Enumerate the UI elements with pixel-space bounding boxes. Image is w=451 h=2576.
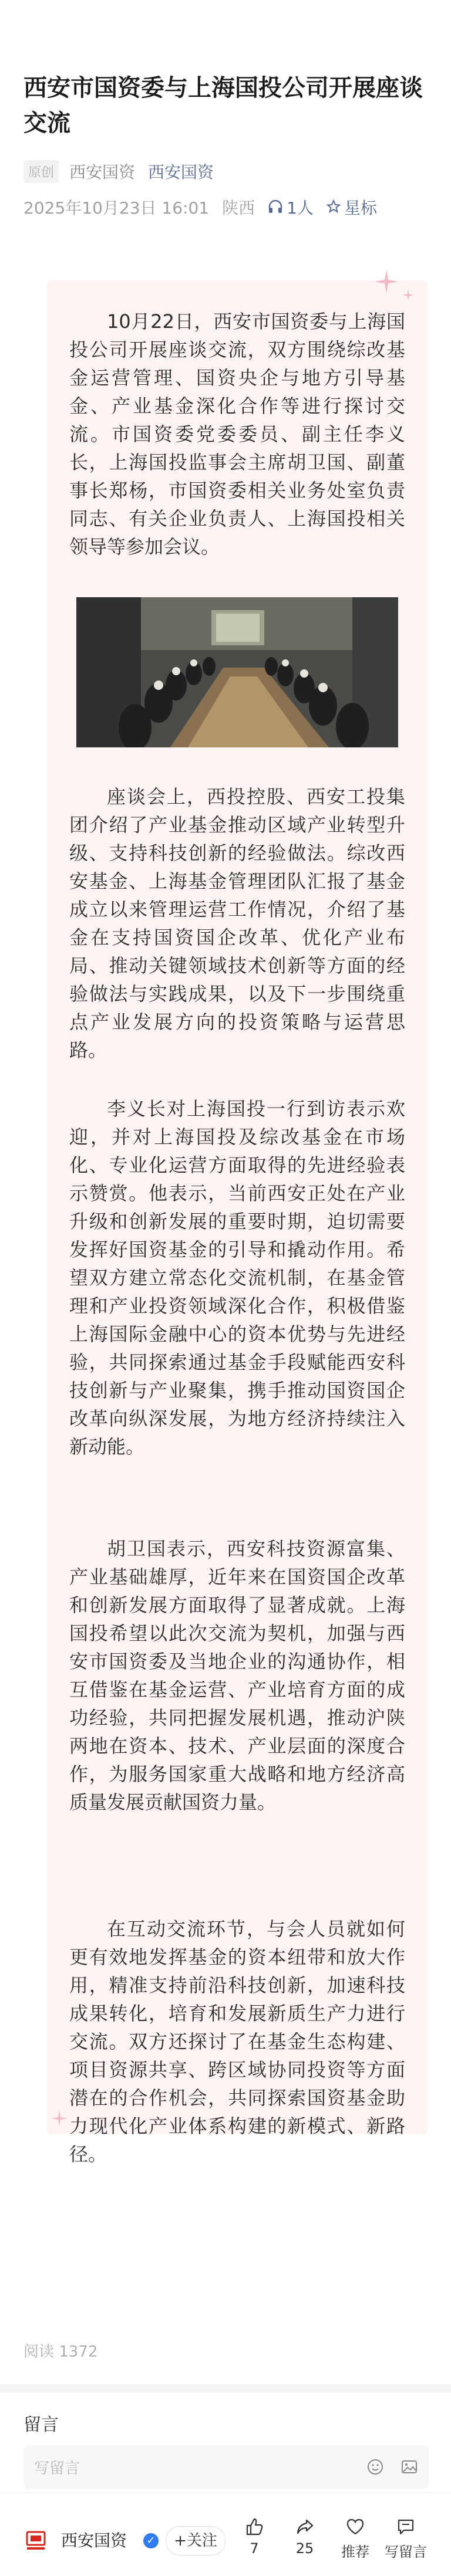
account-logo[interactable] — [22, 2527, 49, 2554]
like-icon — [244, 2517, 264, 2537]
paragraph-4: 胡卫国表示，西安科技资源富集、产业基础雄厚，近年来在国资国企改革和创新发展方面取得了显著成就。上海国投希望以此次交流为契机，加强与西安市国资委及当地企业的沟通协作，相互借鉴在基金运营、产业培育方面的成功经验，共同把握发展机遇，推动沪陕两地在资本、技术、产业层面的深度合作，为服务国家重大战略和地方经济高质量发展贡献国资力量。 — [69, 1538, 405, 1813]
like-count: 7 — [250, 2540, 259, 2557]
article-meta — [23, 195, 390, 219]
recommend-label: 推荐 — [341, 2544, 369, 2560]
follow-button[interactable]: +关注 — [166, 2526, 226, 2555]
article-title: 西安市国资委与上海国投公司开展座谈交流 — [23, 75, 423, 137]
original-badge: 原创 — [23, 160, 59, 183]
account-link[interactable]: 西安国资 — [148, 163, 214, 182]
paragraph-2: 座谈会上，西投控股、西安工投集团介绍了产业基金推动区域产业转型升级、支持科技创新的经验做法。综改西安基金、上海基金管理团队汇报了基金成立以来管理运营工作情况，介绍了基金在支持国资国企改革、优化产业布局、推动关键领域技术创新等方面的经验做法与实践成果，以及下一步围绕重点产业发展方向的投资策略与运营思路。 — [69, 786, 405, 1061]
recommend-icon — [345, 2517, 365, 2537]
write-comment-label: 写留言 — [385, 2544, 427, 2560]
sparkle-icon — [402, 289, 415, 302]
share-button[interactable] — [278, 2517, 331, 2557]
image-icon[interactable] — [400, 2458, 418, 2476]
comment-input[interactable] — [23, 2445, 429, 2489]
recommend-button[interactable] — [329, 2517, 382, 2561]
comment-placeholder: 写留言 — [34, 2459, 80, 2477]
publish-location: 陕西 — [222, 198, 255, 218]
write-comment-button[interactable] — [379, 2517, 432, 2561]
account-tags — [23, 158, 214, 184]
bottom-account-name[interactable]: 西安国资 — [61, 2531, 127, 2550]
star-button[interactable] — [327, 195, 377, 219]
meeting-photo — [76, 597, 398, 747]
star-label: 星标 — [344, 198, 377, 218]
comment-icon — [396, 2517, 416, 2537]
headphones-icon — [268, 199, 283, 214]
like-button[interactable] — [228, 2517, 281, 2557]
emoji-icon[interactable] — [366, 2458, 384, 2476]
publish-date: 2025年10月23日 16:01 — [23, 198, 210, 218]
paragraph-1: 10月22日，西安市国资委与上海国投公司开展座谈交流，双方围绕综改基金运营管理、国资央企与地方引导基金、产业基金深化合作等进行探讨交流。市国资委党委委员、副主任李义长，上海国投监事会主席胡卫国、副董事长郑杨，市国资委相关业务处室负责同志、有关企业负责人、上海国投相关领导等参加会议。 — [69, 310, 405, 558]
paragraph-3: 李义长对上海国投一行到访表示欢迎，并对上海国投及综改基金在市场化、专业化运营方面取得的先进经验表示赞赏。他表示，当前西安正处在产业升级和创新发展的重要时期，迫切需要发挥好国资基金的引导和撬动作用。希望双方建立常态化交流机制，在基金管理和产业投资领域深化合作，积极借鉴上海国际金融中心的资本优势与先进经验，共同探索通过基金手段赋能西安科技创新与产业聚集，携手推动国资国企改革向纵深发展，为地方经济持续注入新动能。 — [69, 1098, 405, 1458]
star-icon — [327, 199, 341, 214]
sparkle-icon — [51, 2110, 68, 2127]
account-name: 西安国资 — [69, 163, 136, 182]
section-divider — [0, 2384, 451, 2392]
meeting-photo-illustration — [76, 597, 398, 747]
paragraph-5: 在互动交流环节，与会人员就如何更有效地发挥基金的资本纽带和放大作用，精准支持前沿科技创新，加速科技成果转化，培育和发展新质生产力进行交流。双方还探讨了在基金生态构建、项目资源共享、跨区域协同投资等方面潜在的合作机会，共同探索国资基金助力现代化产业体系构建的新模式、新路径。 — [69, 1918, 405, 2165]
listen-count: 1人 — [287, 198, 314, 218]
comments-title: 留言 — [23, 2415, 59, 2435]
verified-icon: ✓ — [143, 2533, 159, 2548]
share-icon — [295, 2517, 315, 2537]
share-count: 25 — [295, 2540, 314, 2557]
read-count: 阅读 1372 — [23, 2343, 98, 2361]
sparkle-icon — [373, 269, 399, 295]
listen-button[interactable] — [268, 195, 314, 219]
